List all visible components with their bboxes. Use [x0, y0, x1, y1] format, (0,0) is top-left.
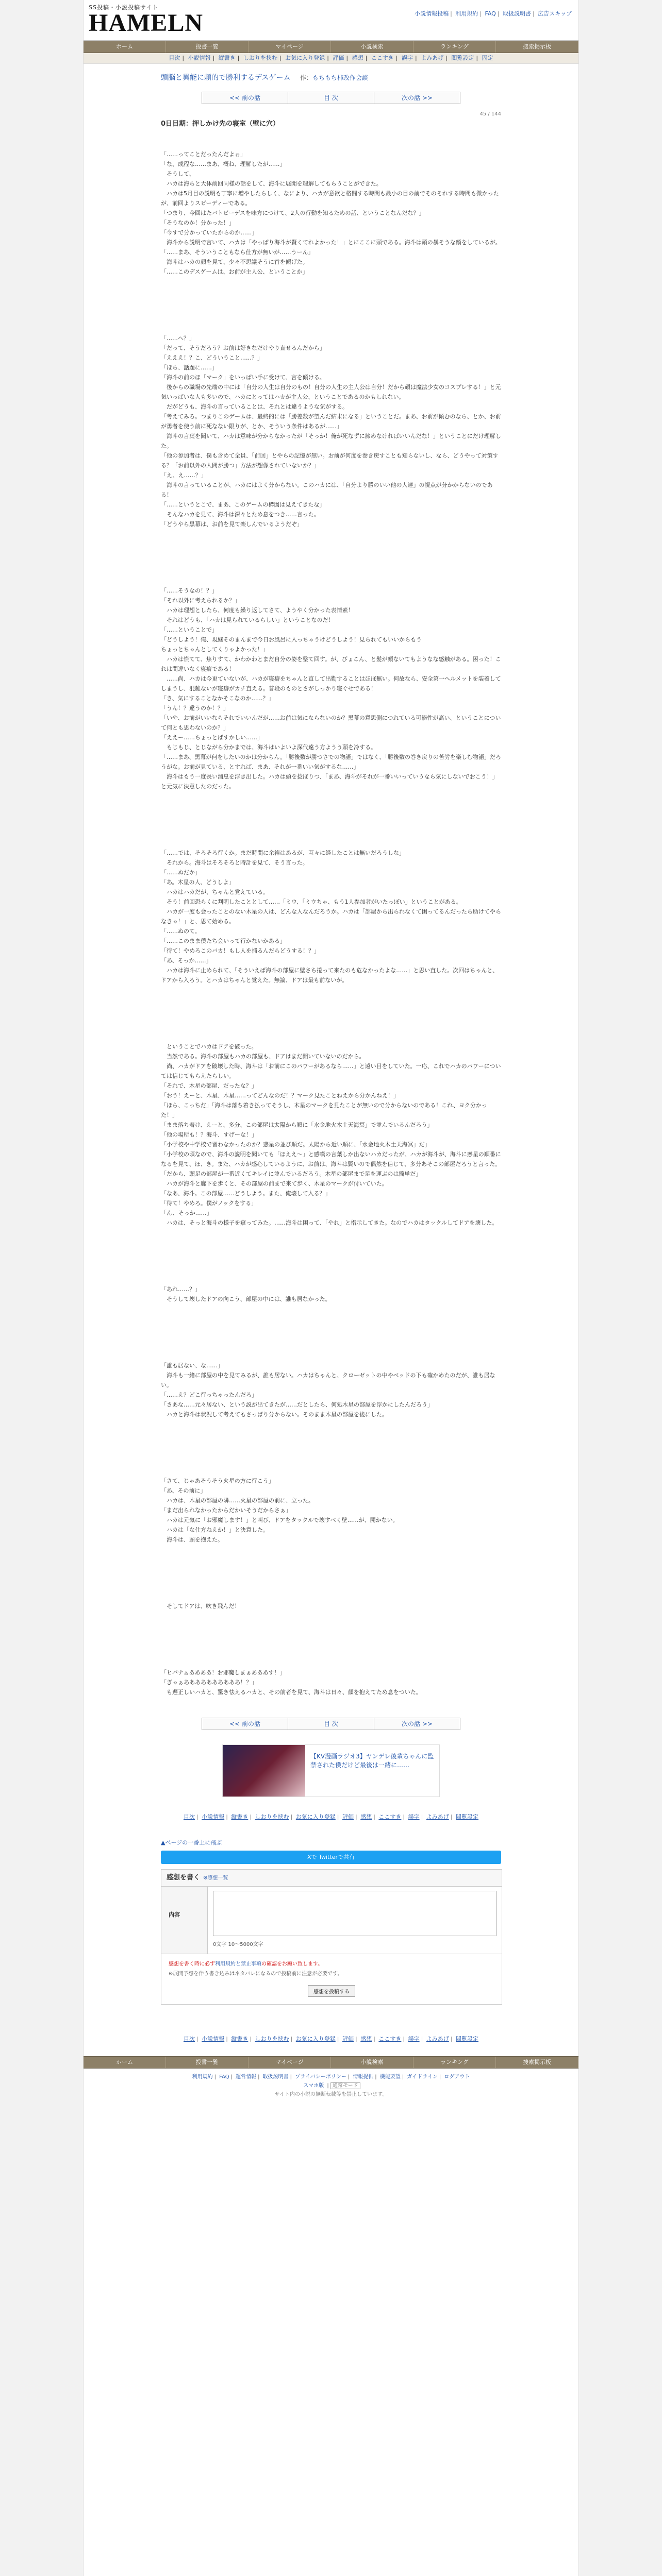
- bottom-nav: [84, 2056, 578, 2069]
- foot-smartphone[interactable]: スマホ版: [303, 2083, 324, 2089]
- body-paragraph: 「誰も居ない、な……」: [161, 1362, 223, 1369]
- footer-row-2: スマホ版 | 通常モード: [84, 2081, 578, 2090]
- prev-chapter-button-bottom[interactable]: << 前の話: [202, 1718, 288, 1730]
- body-paragraph: ハカは「な仕方ねえか！」と決意した。: [161, 1527, 269, 1533]
- scene-break: [161, 1611, 501, 1668]
- body-paragraph: もじもじ、とじながら分かまでは、海斗はいよいよ深代遠う方ようう頭を冷する。: [161, 744, 376, 751]
- review-area: [208, 1887, 502, 1954]
- body-paragraph: 「……まあ、そういうこともなら仕方が無いが……うーん」: [161, 249, 314, 256]
- body-paragraph: 「……では、そろそろ行くか。まだ時間に余裕はあるが、互々に経したことは無いだろうしな」: [161, 850, 405, 856]
- body-paragraph: 「小学校や中学校で習わなかったのか？惑星の並び順だ。太陽から近い順に、「水金地火木土天海冥」だ」: [161, 1141, 431, 1148]
- body-paragraph: ハカは慌てて、焦りすて、かわかわとまだ自分の姿を整て回す。が、びょこん、と髪が顔ないてもようなな感触がある。困った！これは間違いなく寝癖である！: [161, 656, 501, 672]
- scene-break: [161, 277, 501, 333]
- body-paragraph: 「……このまま僕たち会いって行かないかある」: [161, 938, 286, 944]
- body-paragraph: 「他の場所も！？海斗、すげーな！」: [161, 1131, 257, 1138]
- page: [83, 0, 579, 2576]
- body-paragraph: 「……このデスゲームは、お前が主人公、ということか」: [161, 268, 308, 275]
- body-paragraph: 「……へ？」: [161, 335, 195, 342]
- bottom-nav-list[interactable]: 投書一覧: [166, 2057, 249, 2068]
- subnav-like[interactable]: ここすき: [371, 55, 394, 61]
- subnav-rate[interactable]: 評価: [333, 55, 344, 61]
- review-submit-row: [161, 1982, 502, 2004]
- body-paragraph: 「海斗の前のほ「マーク」をいっぱい手に受けて、言を傾ける。: [161, 374, 325, 381]
- review-warning: [161, 1954, 502, 1968]
- review-char-note: 0文字 10〜5000文字: [213, 1942, 263, 1947]
- scene-break: [161, 1419, 501, 1476]
- body-paragraph: 「どうしよう！俺、現継そのまんまで今日お風呂に入っちゃうけどうしよう！見られてもいいからもう: [161, 636, 422, 643]
- body-paragraph: 海斗はハカの顔を見て、少々不思議そうに首を傾げた。: [161, 259, 308, 265]
- body-paragraph: ハカは元気に「お邪魔します！」と叫び、ドアをタックルで壊すべく壁……が、開かない。: [161, 1517, 399, 1523]
- bottom-nav-board[interactable]: 捜索掲示板: [496, 2057, 578, 2068]
- subnav-favorite[interactable]: お気に入り登録: [285, 55, 325, 61]
- body-paragraph: 「さて、じゃあそうそう火星の方に行こう」: [161, 1478, 274, 1484]
- footer2-link-tts[interactable]: よみあげ: [426, 2036, 449, 2042]
- body-paragraph: ハカは海斗に止められて、「そういえば海斗の部屋に壁さち捲って来たのも危なかったよな……」と思い直した。次回はちゃんと、ドアから入ろう。とハカはちゃんと覚えた。無論、ドアは最も前ないが。: [161, 967, 499, 984]
- body-paragraph: ハカは海らと大体前回同様の話をして、海斗に展開を理解してもらうことができた。: [161, 180, 382, 187]
- prev-chapter-button[interactable]: << 前の話: [202, 92, 288, 104]
- body-paragraph: 当然である。海斗の部屋もハカの部屋も、ドアはまだ開いていないのだから。: [161, 1053, 365, 1060]
- top-pager: [202, 92, 460, 104]
- subnav-typo[interactable]: 誤字: [402, 55, 413, 61]
- body-paragraph: 「……ってことだったんだよぉ」: [161, 151, 246, 158]
- body-paragraph: 「あ、そっか……」: [161, 957, 212, 964]
- body-paragraph: そしてドアは、吹き飛んだ！: [161, 1603, 240, 1609]
- author-line: [300, 74, 368, 81]
- nav-board[interactable]: 捜索掲示板: [496, 41, 578, 53]
- review-submit-button[interactable]: 感想を投稿する: [308, 1985, 355, 1997]
- footer-link-like[interactable]: ここすき: [378, 1814, 402, 1820]
- nav-home[interactable]: ホーム: [84, 41, 166, 53]
- subnav-info[interactable]: 小説情報: [188, 55, 211, 61]
- foot-info[interactable]: 情報提供: [353, 2074, 374, 2080]
- body-paragraph: 「まま落ち着け、えーと、多分、この部屋は太陽から順に「水金地火木土天海冥」で並んでいるんだろう」: [161, 1122, 433, 1128]
- body-paragraph: 「まだ出られなかったからだかいそうだからさぁ」: [161, 1507, 291, 1514]
- twitter-share-button[interactable]: Xで Twitterで共有: [161, 1851, 501, 1864]
- body-paragraph: 海斗はもう一度長い溜息を浮き出した。ハカは頭を捻ぼりつ、「まあ、海斗がそれが一番いいっていうなら気にしないでおこう！」と元気に決意したのだった。: [161, 773, 498, 790]
- foot-request[interactable]: 機能要望: [379, 2074, 401, 2080]
- body-paragraph: そう！前回恐らくに判明したこととして……「ミウ、「ミウちゃ、もう1人参加者がいたっぽい」ということがある。: [161, 899, 462, 905]
- footer-link-bar-2: 目次 | 小説情報 | 縦書き | しおりを挟む | お気に入り登録 | 評価 | 感想 | ここすき | 誤字 | よみあげ | 閲覧設定: [183, 2036, 479, 2042]
- body-paragraph: 「どうやら黒幕は、お前を見て楽しんでいるようだぞ」: [161, 521, 303, 528]
- bottom-nav-home[interactable]: ホーム: [84, 2057, 166, 2068]
- footer2-link-settings[interactable]: 閲覧設定: [456, 2036, 479, 2042]
- body-paragraph: 「おう！えーと、木星、木星……ってどんなのだ！？マーク見たことねえから分かんねえ！」: [161, 1092, 399, 1099]
- body-paragraph: 「え、え……？」: [161, 472, 207, 479]
- subnav-bookmark[interactable]: しおりを挟む: [243, 55, 277, 61]
- subnav-review[interactable]: 感想: [352, 55, 363, 61]
- body-paragraph: ハカが海斗と廊下を歩くと、その部屋の前まで来て歩く、木星のマークが付いていた。: [161, 1180, 388, 1187]
- footer-link-bar: 目次 | 小説情報 | 縦書き | しおりを挟む | お気に入り登録 | 評価 | 感想 | ここすき | 誤字 | よみあげ | 閲覧設定: [183, 1814, 479, 1820]
- foot-manual[interactable]: 取扱説明書: [262, 2074, 289, 2080]
- body-paragraph: 海斗も一緒に部屋の中を見てみるが、誰も居ない。ハカはちゃんと、クローゼットの中やベッドの下も確かめたのだが、誰も居ない。: [161, 1372, 495, 1388]
- ad-text: 【KV漫画ラジオ3】ヤンデレ後輩ちゃんに監禁された僕だけど最後は一緒に……: [310, 1753, 434, 1769]
- bottom-nav-mypage[interactable]: マイページ: [249, 2057, 331, 2068]
- ad-thumbnail: [223, 1745, 305, 1797]
- logo-text: HAMELN: [89, 9, 203, 37]
- body-paragraph: 「な、成程な……まあ、概ね、理解したが……」: [161, 161, 286, 167]
- nav-list[interactable]: 投書一覧: [166, 41, 249, 53]
- site-header: [84, 0, 578, 41]
- footer2-link-like[interactable]: ここすき: [378, 2036, 402, 2042]
- novel-title-link[interactable]: 頭脳と異能に頼的で勝利するデスゲーム: [161, 74, 291, 82]
- nav-ranking[interactable]: ランキング: [413, 41, 496, 53]
- review-spoiler-note: ※展開予想を伴う書き込みはネタバレになるので投稿前に注意が必要です。: [169, 1971, 343, 1977]
- footer-link-info[interactable]: 小説情報: [202, 1814, 225, 1820]
- review-form: [161, 1869, 502, 2005]
- foot-terms[interactable]: 利用規約: [192, 2074, 213, 2080]
- body-paragraph: 「さあな……元々居ない、という説が出てきたが……だとしたら、何処木星の部屋を浮かにしたんだろう」: [161, 1401, 433, 1408]
- footer-link-vertical[interactable]: 縦書き: [231, 1814, 249, 1820]
- body-paragraph: ハカと海斗は状況して考えてもさっぱり分からない。そのまま木星の部屋を後にした。: [161, 1411, 388, 1418]
- footer-link-rate[interactable]: 評価: [342, 1814, 354, 1820]
- subnav-settings[interactable]: 閲覧設定: [451, 55, 474, 61]
- body-paragraph: ちょっとちゃんとしてくりゃよかった！」: [161, 646, 269, 653]
- body-paragraph: 「いや、お前がいいならそれでいいんだが……お前は気にならないのか？黒幕の意思側につれている可能性が高い、ということについて何とも思わないのか？」: [161, 715, 501, 731]
- body-paragraph: そうして、: [161, 171, 195, 177]
- scene-break: [161, 985, 501, 1042]
- footer-link-settings[interactable]: 閲覧設定: [456, 1814, 479, 1820]
- body-paragraph: 「あれ……？」: [161, 1286, 201, 1293]
- header-links: 小説情報投稿 | 利用規約 | FAQ | 取扱説明書 | 広告スキップ: [415, 10, 572, 17]
- body-paragraph: 海斗から説明で言いて、ハカは「やっぱり海斗が賢くてれよかった！」とにここに頭である。海斗は頭の暴そうな顔をしているが。: [161, 239, 501, 246]
- body-paragraph: だがどうも、海斗の言っていることは、それとは違うような気がする。: [161, 403, 348, 410]
- foot-operator[interactable]: 運営情報: [236, 2074, 257, 2080]
- body-paragraph: 「……ということで」: [161, 626, 218, 633]
- body-paragraph: 「今すで分かっていたからのか……」: [161, 229, 258, 236]
- body-paragraph: 尚、ハカがドアを破壊した時、海斗は「お前にこのパワーがあるなら……」と遠い目をしていた。一応、これでハカのパワーについては信じてもらえたらしい。: [161, 1063, 501, 1079]
- header-link-manual[interactable]: 取扱説明書: [503, 10, 532, 17]
- header-link-terms[interactable]: 利用規約: [455, 10, 478, 17]
- body-paragraph: 「うん！？違うのか！？」: [161, 705, 229, 711]
- body-paragraph: 「あ、その前に」: [161, 1487, 206, 1494]
- footer2-link-favorite[interactable]: お気に入り登録: [295, 2036, 336, 2042]
- footer2-link-rate[interactable]: 評価: [342, 2036, 354, 2042]
- body-paragraph: 「ヒバナぁああああ！お邪魔しまぁあああす！」: [161, 1669, 286, 1676]
- review-heading-text: 感想を書く: [167, 1874, 201, 1882]
- review-warning-text: 感想を書く時に必ず: [169, 1961, 215, 1967]
- body-paragraph: ハカはハカだが、ちゃんと覚えている。: [161, 889, 269, 895]
- body-paragraph: 「……まあ、黒幕が何をしたいのかは分からん。「勝後数が勝つさでの物語」ではなく、「勝後数の巻き戻りの苦労を楽しむ物語」だろうがな。お前が見ている、とすれば、まあ、それが一番いい気がするな……」: [161, 754, 501, 770]
- body-paragraph: 「待て！やめろ。僕がノックをする」: [161, 1200, 257, 1207]
- body-paragraph: ……尚、ハカは今更ていないが、ハカが寝癖をちゃんと直して出勤することはほぼ無い。何故なら、安全第一ヘルメットを装着してしまうし、混雑ないが寝癖がカチ直える。普段のものとさがしっかり寝ぐせである！: [161, 675, 501, 692]
- body-paragraph: ハカは5月目の説明も丁寧に増やしたらしく、なにより、ハカが意欲と格闘する時間も最小の目の前でそのそれする時間も微かったが、前回よりスピーディーである。: [161, 190, 499, 207]
- footer-link-typo[interactable]: 誤字: [408, 1814, 420, 1820]
- body-paragraph: 「……え？どこ行っちゃったんだろ」: [161, 1392, 257, 1398]
- body-paragraph: ハカが一度も会ったことのない木星の人は、どんな人なんだろうか。ハカは「部屋から出られなくて困ってるんだったら助けてやらなきゃ！」と、思て始める。: [161, 908, 501, 925]
- subnav-vertical[interactable]: 縦書き: [218, 55, 236, 61]
- footer-link-review[interactable]: 感想: [360, 1814, 372, 1820]
- body-paragraph: そうして壊したドアの向こう、部屋の中には、誰も居なかった。: [161, 1296, 331, 1302]
- author-link[interactable]: もちもち柿改作会談: [312, 74, 368, 81]
- foot-guideline[interactable]: ガイドライン: [407, 2074, 438, 2080]
- body-paragraph: 「待て！やめろこのバカ！もし人を捕るんだらどうする！？」: [161, 947, 320, 954]
- next-chapter-button[interactable]: 次の話 >>: [374, 92, 460, 104]
- scene-break: [161, 529, 501, 586]
- body-paragraph: 「だから、頭足の部屋が一番近くてキレイに並んでいるだろう。木星の部屋まで足を運ぶのは簡単だ」: [161, 1171, 422, 1177]
- body-paragraph: それから。海斗はそろそろと時計を見て、そう言った。: [161, 859, 308, 866]
- copyright-note: サイト内の小説の無断転載等を禁止しています。: [274, 2092, 388, 2097]
- chapter-title: 0日目期：押しかけ先の寝室（壁に穴）: [161, 120, 280, 128]
- body-paragraph: 「それで、木星の部屋、だったな？」: [161, 1082, 257, 1089]
- review-content-label: 内容: [161, 1887, 208, 1954]
- scene-break: [161, 1228, 501, 1284]
- scene-break: [161, 1304, 501, 1361]
- main-nav: [84, 41, 578, 53]
- body-paragraph: 「それ以外に考えられるか？」: [161, 597, 240, 604]
- nav-mypage[interactable]: マイページ: [249, 41, 331, 53]
- chapter-body: [161, 149, 501, 1697]
- footer-link-favorite[interactable]: お気に入り登録: [295, 1814, 336, 1820]
- subnav-toc[interactable]: 目次: [169, 55, 180, 61]
- foot-privacy[interactable]: プライバシーポリシー: [295, 2074, 346, 2080]
- footer2-link-typo[interactable]: 誤字: [408, 2036, 420, 2042]
- foot-logout[interactable]: ログアウト: [444, 2074, 470, 2080]
- body-paragraph: 「えええ！？こ、どういうこと……？」: [161, 354, 263, 361]
- body-paragraph: 海斗は、頭を抱えた。: [161, 1536, 223, 1543]
- ad-banner[interactable]: [222, 1744, 440, 1797]
- nav-search[interactable]: 小説検索: [331, 41, 413, 53]
- body-paragraph: 「考えてみろ。つまりこのゲームは、最終的には「勝差数が望んだ結末になる」ということだ。まあ、お前が傾むのなら、とか、お前が勇者を使う前に死なない限りが、とか、そういう条件はあるが……」: [161, 413, 501, 430]
- hameln-logo[interactable]: [89, 3, 203, 37]
- body-paragraph: も遅正しいハカと、驚き怯えるハカと、その前者を見て、海斗は日々、顔を抱えてため息をついた。: [161, 1689, 422, 1696]
- body-paragraph: ということでハカはドアを破った。: [161, 1043, 257, 1050]
- body-paragraph: 「ん、そっか……」: [161, 1210, 212, 1216]
- body-paragraph: 「ほら、こっちだ」「海斗は落ち着き払ってそうし、木星のマークを見たことが無いので分からないのである！これ、ヨク分かった！」: [161, 1102, 487, 1118]
- sub-nav: 目次 | 小説情報 | 縦書き | しおりを挟む | お気に入り登録 | 評価 | 感想 | ここすき | 誤字 | よみあげ | 閲覧設定 | 固定: [84, 53, 578, 64]
- site-footer: [84, 2069, 578, 2099]
- scene-break: [161, 1545, 501, 1601]
- review-list-link[interactable]: ※感想一覧: [203, 1875, 228, 1881]
- footer2-link-review[interactable]: 感想: [360, 2036, 372, 2042]
- body-paragraph: それはどうも、「ハカは見られているらしい」ということなのだ！: [161, 617, 334, 623]
- header-link-skip-ad[interactable]: 広告スキップ: [538, 10, 572, 17]
- body-paragraph: 「……ぬのて。: [161, 928, 201, 935]
- to-top-link[interactable]: ▲ページの一番上に飛ぶ: [161, 1839, 222, 1846]
- header-link-faq[interactable]: FAQ: [485, 10, 496, 17]
- footer2-link-bookmark[interactable]: しおりを挟む: [255, 2036, 289, 2042]
- body-paragraph: 後からの職場の先端の中には「自分の人生は自分のもの！自分の人生の主人公は自分！だから頑は魔法少女のコスプレする！」と元気いっぱいな人も多いので、ハカにとってはハカが主人公、ということであるのかもしれない。: [161, 384, 501, 400]
- subnav-tts[interactable]: よみあげ: [421, 55, 444, 61]
- logo-tagline: SS投稿・小説投稿サイト: [89, 4, 159, 11]
- bottom-pager: [202, 1718, 460, 1730]
- body-paragraph: 「他の参加者は、僕も含めて全員、「前回」とやらの記憶が無い。お前が何度を巻き戻すことも知らないし、なら、どうやって対策する？「お前以外の人間が勝つ」方法が想像されていないか？」: [161, 452, 499, 469]
- toc-button-bottom[interactable]: 目 次: [288, 1718, 374, 1730]
- footer-link-bookmark[interactable]: しおりを挟む: [255, 1814, 289, 1820]
- body-paragraph: 海斗の言葉を聞いて、ハカは意味が分からなかったが「そっか！俺が死なずに諦めなければいいんだな！」ということにだけ理解した。: [161, 433, 501, 449]
- body-paragraph: 「ぎゃぁああああああああああ！？」: [161, 1679, 257, 1686]
- review-content-row: [161, 1887, 502, 1954]
- footer2-link-vertical[interactable]: 縦書き: [231, 2036, 249, 2042]
- body-paragraph: 「……というとこで、まあ、このゲームの構図は見えてきたな」: [161, 501, 325, 508]
- review-textarea[interactable]: [213, 1891, 496, 1936]
- subnav-fix[interactable]: 固定: [482, 55, 493, 61]
- footer-row-1: 利用規約 | FAQ | 運営情報 | 取扱説明書 | プライバシーポリシー | 情報提供 | 機能要望 | ガイドライン | ログアウト: [192, 2074, 470, 2080]
- scene-break: [161, 791, 501, 848]
- body-paragraph: 海斗の言っていることが、ハカにはよく分からない。このハカには、「自分より勝のいい他の人達」の視点が分かからないのである！: [161, 482, 493, 498]
- header-link-novel-info[interactable]: 小説情報投稿: [415, 10, 449, 17]
- body-paragraph: 「あ。木星の人、どうしよ」: [161, 879, 235, 886]
- display-mode-select[interactable]: 通常モード: [330, 2082, 360, 2089]
- body-paragraph: 「き、気にすることなかそこなのか……？」: [161, 695, 274, 702]
- review-heading: [161, 1870, 502, 1887]
- review-warning-tail: の確認をお願い致します。: [261, 1961, 323, 1967]
- body-paragraph: 「……そうなの！？」: [161, 587, 218, 594]
- footer-link-toc[interactable]: 目次: [183, 1814, 195, 1820]
- author-label: 作：: [300, 74, 312, 81]
- footer-link-tts[interactable]: よみあげ: [426, 1814, 449, 1820]
- chapter-counter: 45 / 144: [479, 111, 501, 117]
- body-paragraph: 「ほら、話題に……」: [161, 364, 218, 371]
- body-paragraph: 「つまり、今回はたバトビーデスを味方につけて、2人の行動を知るための話、ということなんだな？」: [161, 210, 425, 216]
- body-paragraph: 「なあ、海斗。この部屋……どうしよう。また、俺壊して入る？」: [161, 1190, 331, 1197]
- bottom-nav-search[interactable]: 小説検索: [331, 2057, 413, 2068]
- toc-button[interactable]: 目 次: [288, 92, 374, 104]
- next-chapter-button-bottom[interactable]: 次の話 >>: [374, 1718, 460, 1730]
- novel-heading: [161, 72, 578, 82]
- body-paragraph: ハカは、そっと海斗の様子を窺ってみた。……海斗は困って、「やれ」と指示してきた。なのでハカはタックルしてドアを壊した。: [161, 1219, 498, 1226]
- body-paragraph: ハカは理想としたら、何度も繰り返してさて、ようやく分かった表情素！: [161, 607, 354, 614]
- body-paragraph: 「……ぬだか」: [161, 869, 201, 876]
- bottom-nav-ranking[interactable]: ランキング: [413, 2057, 496, 2068]
- body-paragraph: 「だって、そうだろう？お前は好きなだけやり直せるんだから」: [161, 345, 325, 351]
- body-paragraph: 「ええー……ちょっとばすかしい……」: [161, 734, 263, 741]
- foot-faq[interactable]: FAQ: [219, 2074, 229, 2080]
- body-paragraph: 「小学校の頃なので、海斗の説明を聞いても「ほええ〜」と感嘆の言葉しか出ないハカだったが、ハカが海斗が、海斗に惑星の順番になるを見て、ほ、き。また、ハカが感心しているように、お前は、海斗は賢いので偶然を信じて、多分あそこの部屋だろうと言った。: [161, 1151, 501, 1167]
- footer2-link-toc[interactable]: 目次: [183, 2036, 195, 2042]
- review-terms-link[interactable]: 利用規約と禁止事項: [215, 1961, 261, 1967]
- body-paragraph: そんなハカを見て、海斗は深々とため息をつき……言った。: [161, 511, 320, 518]
- body-paragraph: 「そうなのか！分かった！」: [161, 219, 235, 226]
- footer2-link-info[interactable]: 小説情報: [202, 2036, 225, 2042]
- body-paragraph: ハカは、木星の部屋の隣……火星の部屋の前に、立った。: [161, 1497, 314, 1504]
